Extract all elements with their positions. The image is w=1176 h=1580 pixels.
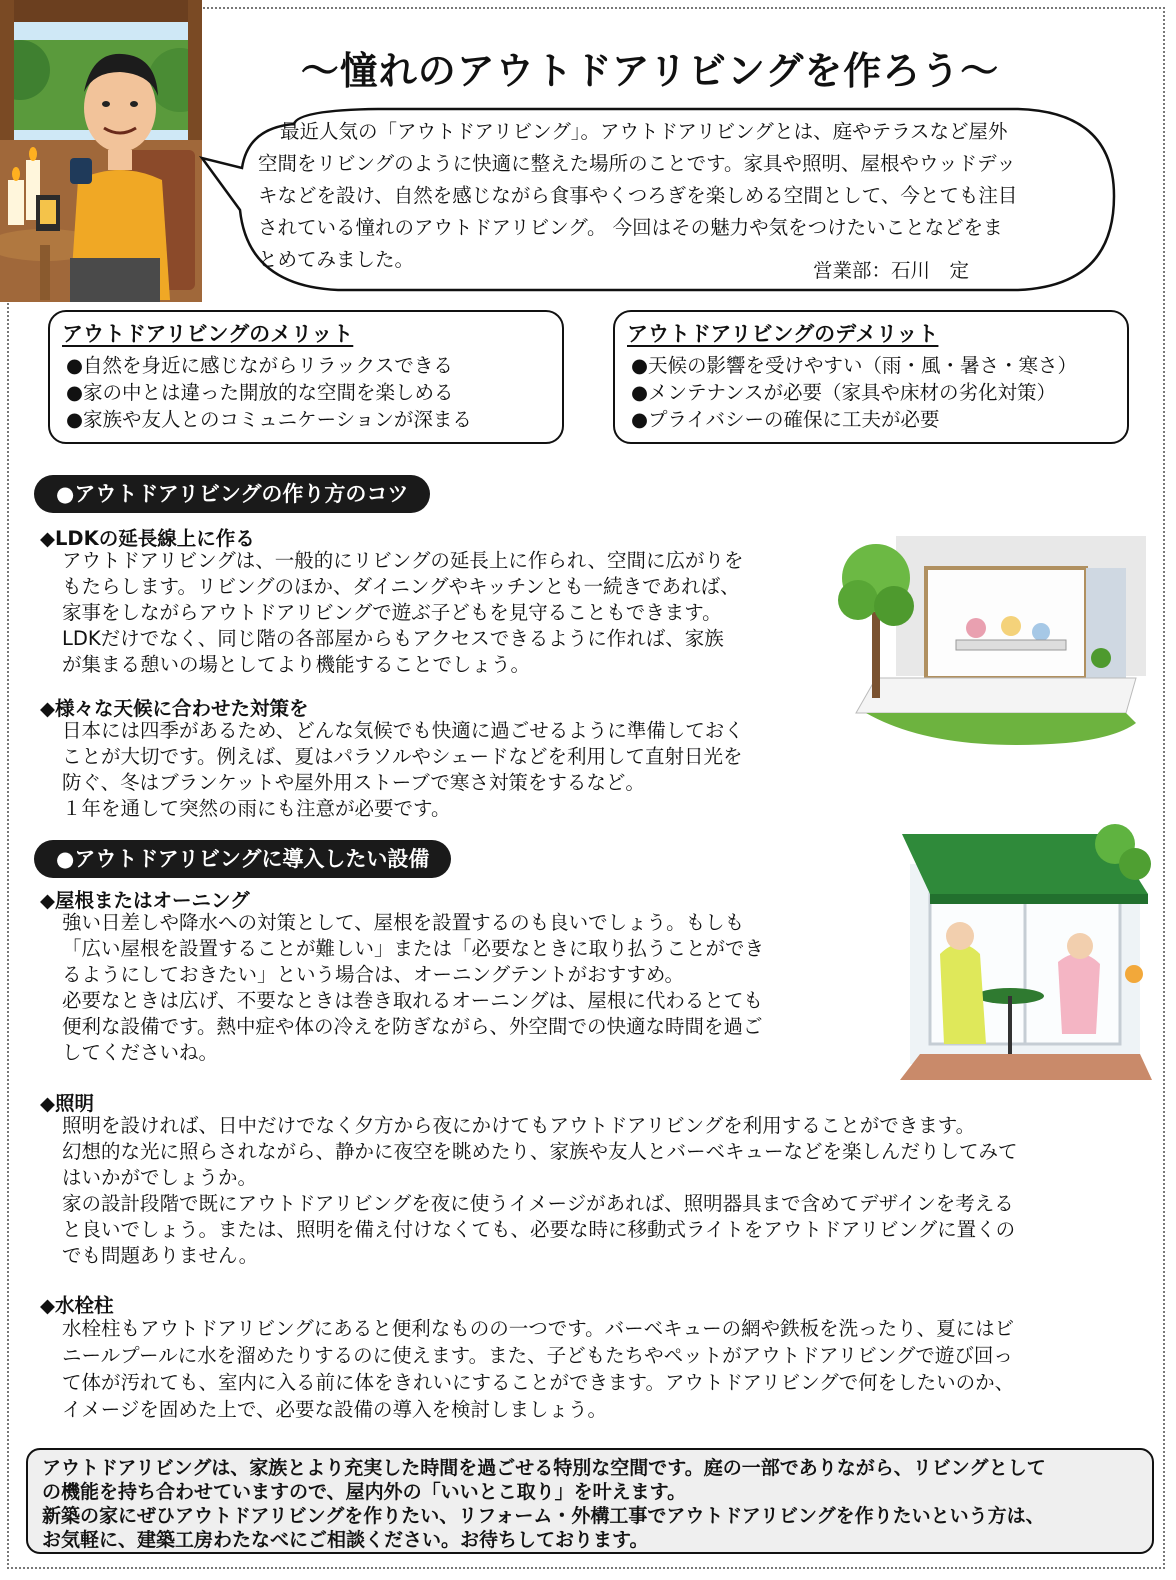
merits-heading: アウトドアリビングのメリット (62, 322, 354, 346)
merit-item: ●家族や友人とのコミュニケーションが深まる (66, 408, 472, 431)
closing-line: 新築の家にぜひアウトドアリビングを作りたい、リフォーム・外構工事でアウトドアリビングを作りたいという方は、 (42, 1505, 1045, 1527)
lighting-paragraph (62, 1113, 1142, 1269)
paragraph-line: 幻想的な光に照らされながら、静かに夜空を眺めたり、家族や友人とバーベキューなどを楽しんだりしてみて (62, 1140, 1018, 1163)
paragraph-line: と良いでしょう。または、照明を備え付けなくても、必要な時に移動式ライトをアウトドアリビングに置くの (62, 1218, 1016, 1241)
closing-line: お気軽に、建築工房わたなべにご相談ください。お待ちしております。 (42, 1529, 649, 1551)
author-portrait-illustration (0, 0, 202, 302)
paragraph-line: 防ぐ、冬はブランケットや屋外用ストーブで寒さ対策をするなど。 (62, 771, 645, 794)
portrait-scene (0, 0, 202, 302)
demerit-item: ●プライバシーの確保に工夫が必要 (631, 408, 940, 431)
page-title: ～憧れのアウトドアリビングを作ろう～ (300, 49, 1000, 93)
paragraph-line: が集まる憩いの場としてより機能することでしょう。 (62, 653, 531, 676)
intro-text (258, 116, 1108, 282)
paragraph-line: もたらします。リビングのほか、ダイニングやキッチンとも一続きであれば、 (62, 575, 740, 598)
paragraph-line: 「広い屋根を設置することが難しい」または「必要なときに取り払うことができ (62, 937, 765, 960)
paragraph-line: ニールプールに水を溜めたりするのに使えます。また、子どもたちやペットがアウトドアリビングで遊び回っ (62, 1344, 1013, 1367)
intro-line: キなどを設け、自然を感じながら食事やくつろぎを楽しめる空間として、今とても注目 (258, 184, 1018, 207)
lighting-subheading: ◆照明 (40, 1092, 94, 1115)
demerit-item: ●天候の影響を受けやすい（雨・風・暑さ・寒さ） (631, 354, 1078, 377)
merits-box (48, 310, 564, 444)
awning-terrace-illustration (890, 824, 1152, 1080)
paragraph-line: イメージを固めた上で、必要な設備の導入を検討しましょう。 (62, 1398, 608, 1421)
intro-speech-bubble (178, 100, 1118, 300)
paragraph-line: るようにしておきたい」という場合は、オーニングテントがおすすめ。 (62, 963, 685, 986)
merits-list (62, 352, 550, 433)
paragraph-line: 強い日差しや降水への対策として、屋根を設置するのも良いでしょう。もしも (62, 911, 745, 934)
tips-section-heading: ●アウトドアリビングの作り方のコツ (34, 475, 430, 513)
closing-line: の機能を持ち合わせていますので、屋内外の「いいとこ取り」を叶えます。 (42, 1481, 687, 1503)
paragraph-line: でも問題ありません。 (62, 1244, 259, 1267)
demerits-list (627, 352, 1115, 433)
paragraph-line: 必要なときは広げ、不要なときは巻き取れるオーニングは、屋根に代わるとても (62, 989, 763, 1012)
paragraph-line: 家事をしながらアウトドアリビングで遊ぶ子どもを見守ることもできます。 (62, 601, 722, 624)
demerit-item: ●メンテナンスが必要（家具や床材の劣化対策） (631, 381, 1056, 404)
intro-line: 空間をリビングのように快適に整えた場所のことです。家具や照明、屋根やウッドデッ (258, 152, 1016, 175)
merit-item: ●家の中とは違った開放的な空間を楽しめる (66, 381, 454, 404)
ldk-paragraph (62, 548, 842, 678)
paragraph-line: １年を通して突然の雨にも注意が必要です。 (62, 797, 451, 820)
paragraph-line: アウトドアリビングは、一般的にリビングの延長上に作られ、空間に広がりを (62, 549, 744, 572)
awning-scene (890, 824, 1152, 1080)
equipment-section-heading: ●アウトドアリビングに導入したい設備 (34, 840, 451, 878)
closing-line: アウトドアリビングは、家族とより充実した時間を過ごせる特別な空間です。庭の一部でありながら、リビングとして (42, 1457, 1046, 1479)
faucet-paragraph (62, 1315, 1142, 1423)
paragraph-line: はいかがでしょうか。 (62, 1166, 258, 1189)
roof-paragraph (62, 910, 862, 1066)
weather-paragraph (62, 718, 842, 822)
roof-subheading: ◆屋根またはオーニング (40, 889, 250, 912)
paragraph-line: て体が汚れても、室内に入る前に体をきれいにすることができます。アウトドアリビングで何をしたいのか、 (62, 1371, 1015, 1394)
deck-scene (836, 528, 1146, 758)
weather-subheading: ◆様々な天候に合わせた対策を (40, 697, 309, 720)
faucet-subheading: ◆水栓柱 (40, 1294, 114, 1317)
paragraph-line: 便利な設備です。熱中症や体の冷えを防ぎながら、外空間での快適な時間を過ご (62, 1015, 763, 1038)
paragraph-line: 水栓柱もアウトドアリビングにあると便利なものの一つです。バーベキューの網や鉄板を洗ったり、夏にはビ (62, 1317, 1015, 1340)
demerits-heading: アウトドアリビングのデメリット (627, 322, 939, 346)
family-deck-illustration (836, 528, 1146, 758)
intro-line: されている憧れのアウトドアリビング。 今回はその魅力や気をつけたいことなどをま (258, 216, 1003, 239)
closing-message-box (26, 1448, 1154, 1554)
ldk-subheading: ◆LDKの延長線上に作る (40, 527, 255, 550)
author-credit: 営業部：石川 定 (813, 259, 970, 282)
paragraph-line: 日本には四季があるため、どんな気候でも快適に過ごせるように準備しておく (62, 719, 744, 742)
demerits-box (613, 310, 1129, 444)
intro-line: とめてみました。 (258, 248, 415, 271)
paragraph-line: 照明を設ければ、日中だけでなく夕方から夜にかけてもアウトドアリビングを利用することができます。 (62, 1114, 976, 1137)
intro-line: 最近人気の「アウトドアリビング」。アウトドアリビングとは、庭やテラスなど屋外 (280, 120, 1008, 143)
paragraph-line: 家の設計段階で既にアウトドアリビングを夜に使うイメージがあれば、照明器具まで含めてデザインを考える (62, 1192, 1014, 1215)
merit-item: ●自然を身近に感じながらリラックスできる (66, 354, 453, 377)
paragraph-line: LDKだけでなく、同じ階の各部屋からもアクセスできるように作れば、家族 (62, 627, 724, 650)
paragraph-line: してくださいね。 (62, 1041, 219, 1064)
paragraph-line: ことが大切です。例えば、夏はパラソルやシェードなどを利用して直射日光を (62, 745, 743, 768)
